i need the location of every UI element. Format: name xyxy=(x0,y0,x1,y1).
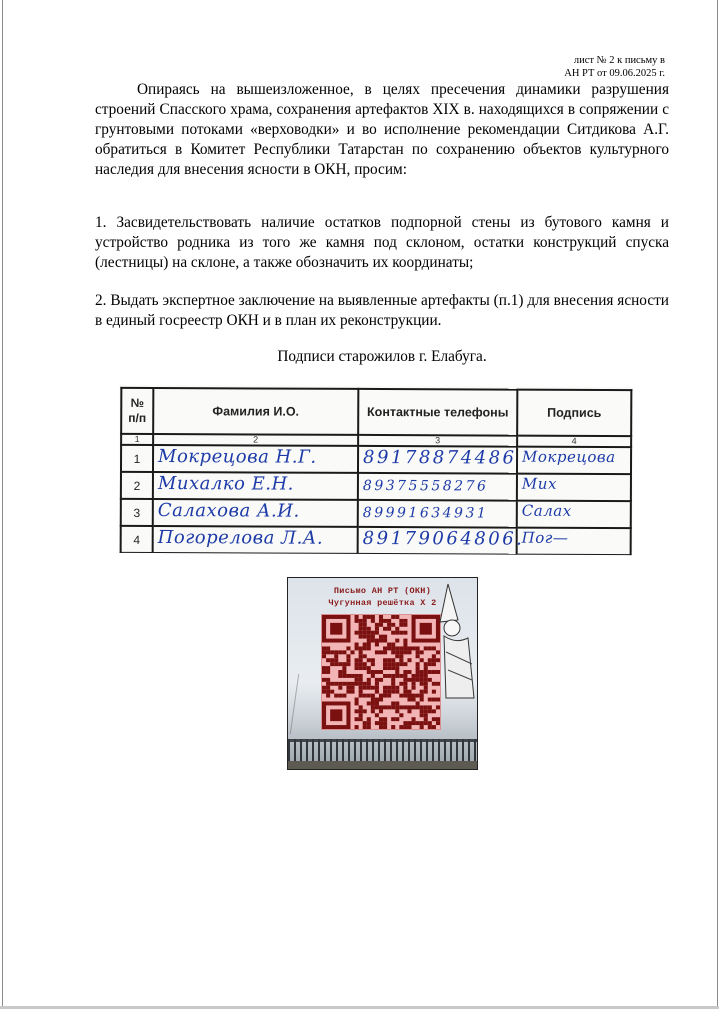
col-header-signature: Подпись xyxy=(517,390,631,436)
handwritten-phone: 89375558276 xyxy=(362,477,489,495)
document-page xyxy=(2,0,718,1007)
column-index: 1 xyxy=(121,434,153,445)
handwritten-name: Мокрецова Н.Г. xyxy=(158,446,317,468)
table-row xyxy=(121,472,631,501)
scanned-signature-table xyxy=(119,385,634,555)
column-index: 4 xyxy=(517,436,631,447)
qr-code-background xyxy=(321,614,441,730)
row-number: 1 xyxy=(121,445,153,472)
handwritten-signature: Пог— xyxy=(521,528,569,547)
handwritten-signature: Мих xyxy=(521,474,557,493)
col-header-number xyxy=(121,388,153,434)
handwritten-phone: 89178874486 xyxy=(363,446,517,469)
intro-paragraph: Опираясь на вышеизложенное, в целях пресечения динамики разрушения строений Спасского храма, сохранения артефактов XIX в. находящихся в сопряжении с грунтовыми потоками «верховодки» и во исполнение рекомендации Ситдикова А.Г. обратиться в Комитет Республики Татарстан по сохранению объектов культурного наследия для внесения ясности в ОКН, просим: xyxy=(95,81,669,178)
fence-base xyxy=(288,761,477,769)
column-index: 3 xyxy=(358,435,517,447)
col-header-phone: Контактные телефоны xyxy=(358,389,517,436)
signers-heading: Подписи старожилов г. Елабуга. xyxy=(277,348,487,365)
handwritten-name: Салахова А.И. xyxy=(157,500,300,522)
attachment-note-line2: АН РТ от 09.06.2025 г. xyxy=(564,68,665,79)
handwritten-signature: Мокрецова xyxy=(522,447,616,467)
table-row xyxy=(121,499,631,528)
column-index: 2 xyxy=(153,434,358,446)
row-number: 2 xyxy=(121,472,153,499)
row-number: 4 xyxy=(121,526,153,553)
attachment-note xyxy=(564,54,665,80)
handwritten-phone: 89991634931 xyxy=(362,504,489,522)
handwritten-name: Погорелова Л.А. xyxy=(157,527,324,549)
col-header-number-line1: № xyxy=(130,395,145,410)
row-number: 3 xyxy=(121,499,153,526)
attachment-note-line1: лист № 2 к письму в xyxy=(573,55,665,66)
jester-figure-icon xyxy=(438,580,476,700)
request-item-1: 1. Засвидетельствовать наличие остатков подпорной стены из бутового камня и устройство родника из того же камня под склоном, остатки конструкций спуска (лестницы) на склоне, а также обозначить их координаты; xyxy=(95,214,669,271)
qr-code-icon xyxy=(322,615,440,729)
table-row xyxy=(121,445,631,474)
table-row xyxy=(121,526,631,555)
handwritten-phone: 89179064806. xyxy=(362,527,525,550)
qr-code-image[interactable] xyxy=(287,577,478,770)
qr-caption-line2: Чугунная решётка Х 2 xyxy=(328,598,437,608)
col-header-number-line2: п/п xyxy=(128,410,147,425)
handwritten-signature: Салах xyxy=(521,501,572,520)
col-header-name: Фамилия И.О. xyxy=(153,388,358,435)
qr-caption-line1: Письмо АН РТ (ОКН) xyxy=(333,586,432,596)
handwritten-name: Михалко Е.Н. xyxy=(157,473,294,495)
request-item-2: 2. Выдать экспертное заключение на выявленные артефакты (п.1) для внесения ясности в единый госреестр ОКН и в план их реконструкции. xyxy=(95,292,669,329)
